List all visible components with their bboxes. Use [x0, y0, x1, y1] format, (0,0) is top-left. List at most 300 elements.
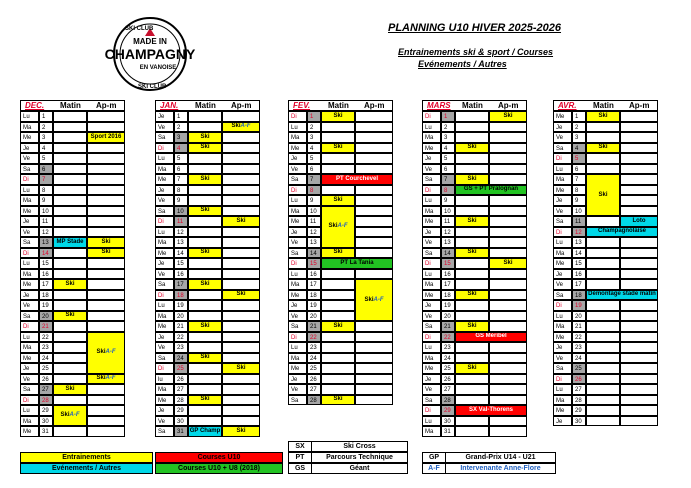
date-cell: 5: [572, 153, 586, 164]
afternoon-cell: [355, 153, 393, 164]
morning-cell: [586, 342, 620, 353]
day-row: [288, 122, 393, 133]
event-block: Ski: [87, 237, 125, 248]
morning-cell: [53, 332, 87, 343]
weekday-cell: Sa: [155, 206, 174, 217]
date-cell: 15: [174, 258, 188, 269]
morning-cell: [455, 353, 489, 364]
afternoon-cell: [620, 132, 658, 143]
weekday-cell: Lu: [155, 300, 174, 311]
date-cell: 4: [441, 143, 455, 154]
abbreviation-code: GS: [289, 464, 312, 473]
afternoon-cell: [355, 164, 393, 175]
day-row: [288, 153, 393, 164]
weekday-cell: Lu: [553, 164, 572, 175]
weekday-cell: Je: [422, 374, 441, 385]
weekday-cell: Me: [553, 258, 572, 269]
weekday-cell: Je: [155, 332, 174, 343]
morning-cell: [455, 164, 489, 175]
weekday-cell: Me: [20, 353, 39, 364]
event-block: Ski: [455, 216, 489, 227]
weekday-cell: Di: [155, 363, 174, 374]
date-cell: 14: [441, 248, 455, 259]
weekday-cell: Sa: [553, 143, 572, 154]
event-block: Ski: [188, 206, 222, 217]
weekday-cell: Ve: [20, 227, 39, 238]
afternoon-cell: [222, 153, 260, 164]
date-cell: 13: [441, 237, 455, 248]
day-row: [155, 269, 260, 280]
date-cell: 9: [307, 195, 321, 206]
day-row: [422, 164, 527, 175]
weekday-cell: Me: [553, 111, 572, 122]
morning-cell: [455, 237, 489, 248]
morning-cell: [53, 269, 87, 280]
morning-cell: [321, 164, 355, 175]
morning-cell: [53, 300, 87, 311]
weekday-cell: Sa: [155, 426, 174, 437]
weekday-cell: Di: [422, 185, 441, 196]
afternoon-cell: [620, 332, 658, 343]
afternoon-cell: [222, 227, 260, 238]
month-name: DEC.: [25, 101, 45, 110]
day-row: [422, 279, 527, 290]
event-block: Ski: [489, 258, 527, 269]
afternoon-cell: [222, 185, 260, 196]
day-row: [553, 405, 658, 416]
morning-cell: [53, 132, 87, 143]
weekday-cell: Me: [288, 363, 307, 374]
date-cell: 22: [441, 332, 455, 343]
day-row: [288, 363, 393, 374]
event-block: SX Val-Thorens: [455, 405, 527, 416]
event-block: Ski: [455, 143, 489, 154]
morning-cell: [455, 384, 489, 395]
date-cell: 7: [174, 174, 188, 185]
event-block: Ski: [321, 248, 355, 259]
weekday-cell: Ma: [155, 384, 174, 395]
day-row: [20, 258, 125, 269]
weekday-cell: Ve: [288, 237, 307, 248]
abbreviation-row: [422, 452, 556, 463]
afternoon-cell: [355, 269, 393, 280]
morning-cell: [53, 227, 87, 238]
morning-cell: [188, 311, 222, 322]
weekday-cell: Di: [155, 290, 174, 301]
date-cell: 6: [307, 164, 321, 175]
morning-cell: [455, 122, 489, 133]
day-row: [422, 206, 527, 217]
weekday-cell: Lu: [20, 405, 39, 416]
date-cell: 19: [39, 300, 53, 311]
date-cell: 17: [174, 279, 188, 290]
day-row: [553, 342, 658, 353]
weekday-cell: Lu: [553, 311, 572, 322]
afternoon-cell: [355, 227, 393, 238]
date-cell: 3: [441, 132, 455, 143]
morning-cell: [53, 153, 87, 164]
weekday-cell: Ve: [20, 153, 39, 164]
weekday-cell: Sa: [20, 164, 39, 175]
morning-cell: [586, 332, 620, 343]
weekday-cell: Di: [553, 300, 572, 311]
day-row: [155, 227, 260, 238]
date-cell: 20: [572, 311, 586, 322]
date-cell: 3: [174, 132, 188, 143]
weekday-cell: Je: [288, 374, 307, 385]
weekday-cell: Sa: [155, 279, 174, 290]
afternoon-cell: [87, 405, 125, 416]
date-cell: 8: [174, 185, 188, 196]
date-cell: 13: [39, 237, 53, 248]
weekday-cell: Di: [155, 216, 174, 227]
weekday-cell: Je: [553, 342, 572, 353]
weekday-cell: Ma: [422, 353, 441, 364]
date-cell: 26: [572, 374, 586, 385]
date-cell: 27: [441, 384, 455, 395]
event-block: Ski: [53, 311, 87, 322]
morning-cell: [321, 342, 355, 353]
afternoon-cell: [355, 132, 393, 143]
afternoon-cell: [222, 269, 260, 280]
morning-cell: [53, 290, 87, 301]
event-block: Ski: [188, 174, 222, 185]
weekday-cell: Ve: [553, 206, 572, 217]
morning-cell: [53, 216, 87, 227]
date-cell: 28: [39, 395, 53, 406]
date-cell: 7: [307, 174, 321, 185]
afternoon-cell: [620, 321, 658, 332]
afternoon-cell: [355, 374, 393, 385]
weekday-cell: Me: [553, 185, 572, 196]
weekday-cell: Ma: [553, 174, 572, 185]
weekday-cell: Me: [20, 132, 39, 143]
morning-cell: [188, 164, 222, 175]
weekday-cell: Me: [422, 143, 441, 154]
date-cell: 18: [441, 290, 455, 301]
date-cell: 29: [441, 405, 455, 416]
morning-cell: [188, 153, 222, 164]
afternoon-cell: [620, 269, 658, 280]
weekday-cell: Ma: [20, 195, 39, 206]
afternoon-cell: [87, 164, 125, 175]
date-cell: 29: [174, 405, 188, 416]
date-cell: 1: [39, 111, 53, 122]
weekday-cell: Me: [553, 405, 572, 416]
date-cell: 24: [441, 353, 455, 364]
afternoon-cell: [355, 342, 393, 353]
afternoon-cell: [489, 342, 527, 353]
date-cell: 1: [441, 111, 455, 122]
date-cell: 23: [572, 342, 586, 353]
morning-cell: [188, 185, 222, 196]
event-block: GS Méribel: [455, 332, 527, 343]
weekday-cell: Lu: [422, 122, 441, 133]
weekday-cell: Sa: [422, 174, 441, 185]
date-cell: 11: [572, 216, 586, 227]
date-cell: 11: [174, 216, 188, 227]
date-cell: 12: [307, 227, 321, 238]
morning-cell: [455, 195, 489, 206]
afternoon-cell: [355, 185, 393, 196]
day-row: [288, 269, 393, 280]
day-row: [20, 164, 125, 175]
day-row: [553, 416, 658, 427]
afternoon-cell: [489, 290, 527, 301]
day-row: [553, 269, 658, 280]
abbreviation-meaning: Intervenante Anne-Flore: [460, 465, 541, 472]
date-cell: 13: [572, 237, 586, 248]
date-cell: 29: [39, 405, 53, 416]
day-row: [553, 321, 658, 332]
morning-cell: [321, 269, 355, 280]
day-row: [155, 237, 260, 248]
afternoon-cell: [222, 374, 260, 385]
day-row: [155, 111, 260, 122]
weekday-cell: Me: [422, 363, 441, 374]
weekday-cell: Ma: [553, 321, 572, 332]
weekday-cell: Je: [422, 227, 441, 238]
afternoon-cell: [222, 237, 260, 248]
weekday-cell: Me: [20, 426, 39, 437]
day-row: [422, 426, 527, 437]
morning-cell: [188, 216, 222, 227]
day-row: [422, 342, 527, 353]
day-row: [422, 374, 527, 385]
event-block: Ski: [188, 353, 222, 364]
afternoon-cell: [87, 216, 125, 227]
date-cell: 21: [572, 321, 586, 332]
day-row: [553, 258, 658, 269]
date-cell: 18: [174, 290, 188, 301]
morning-cell: [188, 374, 222, 385]
morning-cell: [586, 248, 620, 259]
abbreviation-code: A-F: [423, 464, 446, 473]
afternoon-cell: [222, 206, 260, 217]
event-block: Ski A-F: [222, 122, 260, 133]
afternoon-cell: [620, 143, 658, 154]
weekday-cell: Je: [288, 153, 307, 164]
afternoon-cell: [489, 174, 527, 185]
morning-cell: [586, 279, 620, 290]
morning-cell: [455, 300, 489, 311]
date-cell: 2: [572, 122, 586, 133]
date-cell: 23: [39, 342, 53, 353]
event-block: Ski: [586, 111, 620, 122]
date-cell: 13: [307, 237, 321, 248]
date-cell: 17: [307, 279, 321, 290]
abbreviation-meaning: Géant: [349, 465, 370, 472]
morning-cell: [586, 122, 620, 133]
date-cell: 28: [307, 395, 321, 406]
weekday-cell: Ve: [20, 374, 39, 385]
afternoon-cell: [87, 143, 125, 154]
morning-cell: [188, 384, 222, 395]
day-row: [288, 353, 393, 364]
event-block: Ski: [321, 111, 355, 122]
date-cell: 6: [441, 164, 455, 175]
matin-column-label: Matin: [593, 101, 614, 110]
weekday-cell: Di: [422, 258, 441, 269]
event-block: Ski: [188, 143, 222, 154]
afternoon-cell: [355, 143, 393, 154]
morning-cell: [188, 416, 222, 427]
day-row: [20, 195, 125, 206]
date-cell: 19: [307, 300, 321, 311]
weekday-cell: Ma: [20, 416, 39, 427]
date-cell: 3: [39, 132, 53, 143]
day-row: [20, 300, 125, 311]
morning-cell: [188, 227, 222, 238]
morning-cell: [321, 353, 355, 364]
weekday-cell: Je: [155, 405, 174, 416]
weekday-cell: Lu: [20, 111, 39, 122]
matin-column-label: Matin: [60, 101, 81, 110]
weekday-cell: Ma: [155, 164, 174, 175]
date-cell: 14: [39, 248, 53, 259]
afternoon-cell: [620, 363, 658, 374]
date-cell: 4: [39, 143, 53, 154]
afternoon-cell: [489, 384, 527, 395]
day-row: [422, 416, 527, 427]
weekday-cell: Sa: [20, 311, 39, 322]
event-block: Ski A-F: [87, 332, 125, 374]
weekday-cell: Ma: [422, 206, 441, 217]
day-row: [553, 395, 658, 406]
date-cell: 2: [39, 122, 53, 133]
abbreviation-code: GP: [423, 453, 446, 462]
month-block: [288, 100, 393, 405]
date-cell: 14: [572, 248, 586, 259]
afternoon-cell: [620, 342, 658, 353]
weekday-cell: Ma: [155, 237, 174, 248]
afternoon-cell: [620, 248, 658, 259]
day-row: [422, 237, 527, 248]
weekday-cell: Ve: [155, 195, 174, 206]
afternoon-cell: [620, 405, 658, 416]
afternoon-cell: [355, 395, 393, 406]
weekday-cell: Ve: [288, 164, 307, 175]
matin-column-label: Matin: [328, 101, 349, 110]
date-cell: 20: [441, 311, 455, 322]
club-logo: [100, 14, 200, 94]
weekday-cell: Di: [20, 248, 39, 259]
afternoon-cell: [222, 342, 260, 353]
day-row: [553, 384, 658, 395]
date-cell: 16: [307, 269, 321, 280]
morning-cell: [455, 279, 489, 290]
legend-item: Courses U10 + U8 (2018): [155, 463, 283, 474]
svg-text:EN VANOISE: EN VANOISE: [139, 65, 177, 71]
weekday-cell: Ma: [155, 311, 174, 322]
morning-cell: [586, 353, 620, 364]
weekday-cell: Di: [422, 405, 441, 416]
date-cell: 16: [174, 269, 188, 280]
month-name: MARS: [427, 101, 451, 110]
event-block: Ski: [321, 143, 355, 154]
morning-cell: [53, 185, 87, 196]
date-cell: 11: [441, 216, 455, 227]
date-cell: 25: [572, 363, 586, 374]
weekday-cell: Lu: [288, 122, 307, 133]
morning-cell: [321, 290, 355, 301]
event-block: Ski: [222, 290, 260, 301]
weekday-cell: Je: [553, 416, 572, 427]
day-row: [553, 300, 658, 311]
day-row: [155, 153, 260, 164]
date-cell: 13: [174, 237, 188, 248]
weekday-cell: Sa: [553, 290, 572, 301]
date-cell: 15: [307, 258, 321, 269]
date-cell: 6: [572, 164, 586, 175]
weekday-cell: Je: [422, 153, 441, 164]
afternoon-cell: [222, 279, 260, 290]
weekday-cell: Sa: [288, 174, 307, 185]
date-cell: 10: [39, 206, 53, 217]
day-row: [288, 384, 393, 395]
afternoon-cell: [222, 111, 260, 122]
morning-cell: [53, 321, 87, 332]
afternoon-cell: [620, 237, 658, 248]
afternoon-cell: [222, 321, 260, 332]
weekday-cell: Ve: [155, 269, 174, 280]
afternoon-cell: [620, 174, 658, 185]
event-block: Ski: [321, 395, 355, 406]
day-row: [20, 426, 125, 437]
legend-item: Evénements / Autres: [20, 463, 153, 474]
date-cell: 25: [441, 363, 455, 374]
day-row: [20, 206, 125, 217]
weekday-cell: Di: [422, 111, 441, 122]
weekday-cell: Lu: [288, 195, 307, 206]
weekday-cell: Ve: [422, 311, 441, 322]
event-block: Ski: [455, 290, 489, 301]
abbreviation-meaning: Parcours Technique: [326, 454, 393, 461]
date-cell: 24: [39, 353, 53, 364]
day-row: [422, 153, 527, 164]
weekday-cell: Di: [288, 111, 307, 122]
morning-cell: [321, 122, 355, 133]
morning-cell: [321, 374, 355, 385]
date-cell: 16: [441, 269, 455, 280]
weekday-cell: lu: [155, 374, 174, 385]
weekday-cell: Lu: [553, 237, 572, 248]
weekday-cell: Sa: [155, 132, 174, 143]
weekday-cell: Lu: [288, 342, 307, 353]
morning-cell: [455, 426, 489, 437]
weekday-cell: Ma: [20, 342, 39, 353]
weekday-cell: Lu: [288, 269, 307, 280]
weekday-cell: Sa: [288, 248, 307, 259]
morning-cell: [586, 258, 620, 269]
date-cell: 22: [174, 332, 188, 343]
event-block: Ski: [455, 363, 489, 374]
date-cell: 27: [572, 384, 586, 395]
weekday-cell: Ve: [553, 279, 572, 290]
day-row: [20, 227, 125, 238]
weekday-cell: Me: [155, 174, 174, 185]
date-cell: 10: [572, 206, 586, 217]
weekday-cell: Lu: [155, 153, 174, 164]
weekday-cell: Ma: [422, 426, 441, 437]
day-row: [553, 332, 658, 343]
day-row: [20, 185, 125, 196]
apm-column-label: Ap-m: [96, 101, 117, 110]
afternoon-cell: [87, 174, 125, 185]
date-cell: 14: [307, 248, 321, 259]
date-cell: 15: [572, 258, 586, 269]
weekday-cell: Lu: [422, 416, 441, 427]
